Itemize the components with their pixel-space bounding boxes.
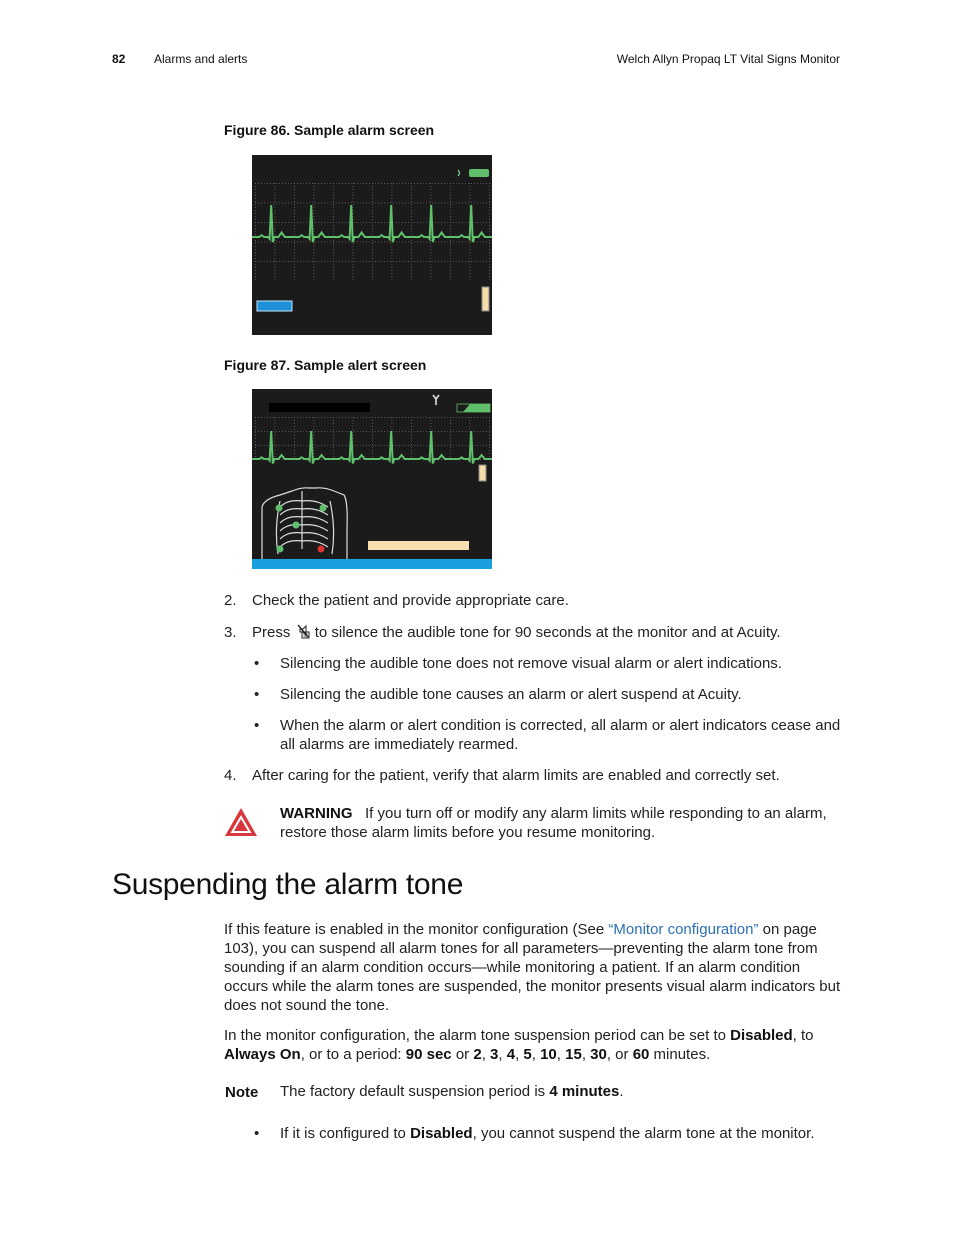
figure-86-caption: Figure 86. Sample alarm screen: [224, 122, 435, 138]
document-title: Welch Allyn Propaq LT Vital Signs Monitor: [616, 52, 840, 66]
section-header: Alarms and alerts: [154, 52, 248, 66]
electrode-ll-fault: [318, 546, 325, 553]
ecg-grid: [255, 183, 490, 280]
alert-screen-image: [252, 389, 492, 569]
step-4-text: After caring for the patient, verify that alarm limits are enabled and correctly set.: [252, 767, 780, 784]
alarm-indicator-box: [257, 301, 292, 311]
step-2-number: 2.: [224, 592, 237, 609]
disabled-bullet-text: If it is configured to Disabled, you cannot suspend the alarm tone at the monitor.: [280, 1125, 815, 1142]
alarm-screen-image: [252, 155, 492, 335]
page-number: 82: [112, 52, 126, 66]
electrode-rl: [277, 546, 284, 553]
warning-label: WARNING: [280, 805, 353, 822]
torso-illustration: [262, 488, 347, 559]
step-3-text: Press to silence the audible tone for 90 seconds at the monitor and at Acuity.: [252, 624, 781, 641]
level-gauge: [479, 465, 486, 481]
battery-icon: [469, 169, 489, 177]
bullet-marker: •: [254, 655, 260, 672]
bullet-2-text: Silencing the audible tone causes an alarm or alert suspend at Acuity.: [280, 686, 742, 703]
note-text: The factory default suspension period is 4 minutes.: [280, 1083, 624, 1100]
note-label: Note: [225, 1084, 259, 1101]
bullet-marker: •: [254, 717, 260, 734]
section-heading: Suspending the alarm tone: [112, 868, 464, 901]
bullet-marker: •: [254, 686, 260, 703]
bullet-3-text: When the alarm or alert condition is corrected, all alarm or alert indicators cease and all alarms are immediately rearmed.: [280, 717, 841, 753]
antenna-icon: [433, 395, 439, 405]
alarm-screen-graphic: [252, 155, 492, 335]
signal-icon: [458, 170, 460, 176]
electrode-la: [320, 505, 327, 512]
step-4-number: 4.: [224, 767, 237, 784]
alert-message-box: [368, 541, 469, 550]
alarm-silence-icon: [295, 623, 311, 639]
step-3-number: 3.: [224, 624, 237, 641]
bullet-marker: •: [254, 1125, 260, 1142]
level-gauge: [482, 287, 489, 311]
figure-87-caption: Figure 87. Sample alert screen: [224, 357, 427, 373]
warning-text: WARNING If you turn off or modify any alarm limits while responding to an alarm, restore those alarm limits before you resume monitoring.: [280, 805, 827, 841]
alert-screen-graphic: [252, 389, 492, 569]
intro-paragraph: If this feature is enabled in the monitor configuration (See “Monitor configuration” on page 103), you can suspend all alarm tones for all parameters—preventing the alarm tone from sounding if an alarm condition occurs—while monitoring a patient. If an alarm condition occurs while the alarm tones are suspended, the monitor presents visual alarm indicators but does not sound the tone.: [224, 921, 841, 1014]
step-2-text: Check the patient and provide appropriate care.: [252, 592, 569, 609]
message-bar: [269, 403, 370, 412]
bullet-1-text: Silencing the audible tone does not remove visual alarm or alert indications.: [280, 655, 782, 672]
warning-icon: [223, 806, 259, 838]
monitor-configuration-link[interactable]: “Monitor configuration”: [608, 921, 759, 938]
electrode-ra: [276, 505, 283, 512]
electrode-v: [293, 522, 300, 529]
suspension-period-paragraph: In the monitor configuration, the alarm tone suspension period can be set to Disabled, to Always On, or to a period: 90 sec or 2, 3, 4, 5, 10, 15, 30, or 60 minutes.: [224, 1027, 814, 1063]
alert-status-bar: [252, 559, 492, 569]
